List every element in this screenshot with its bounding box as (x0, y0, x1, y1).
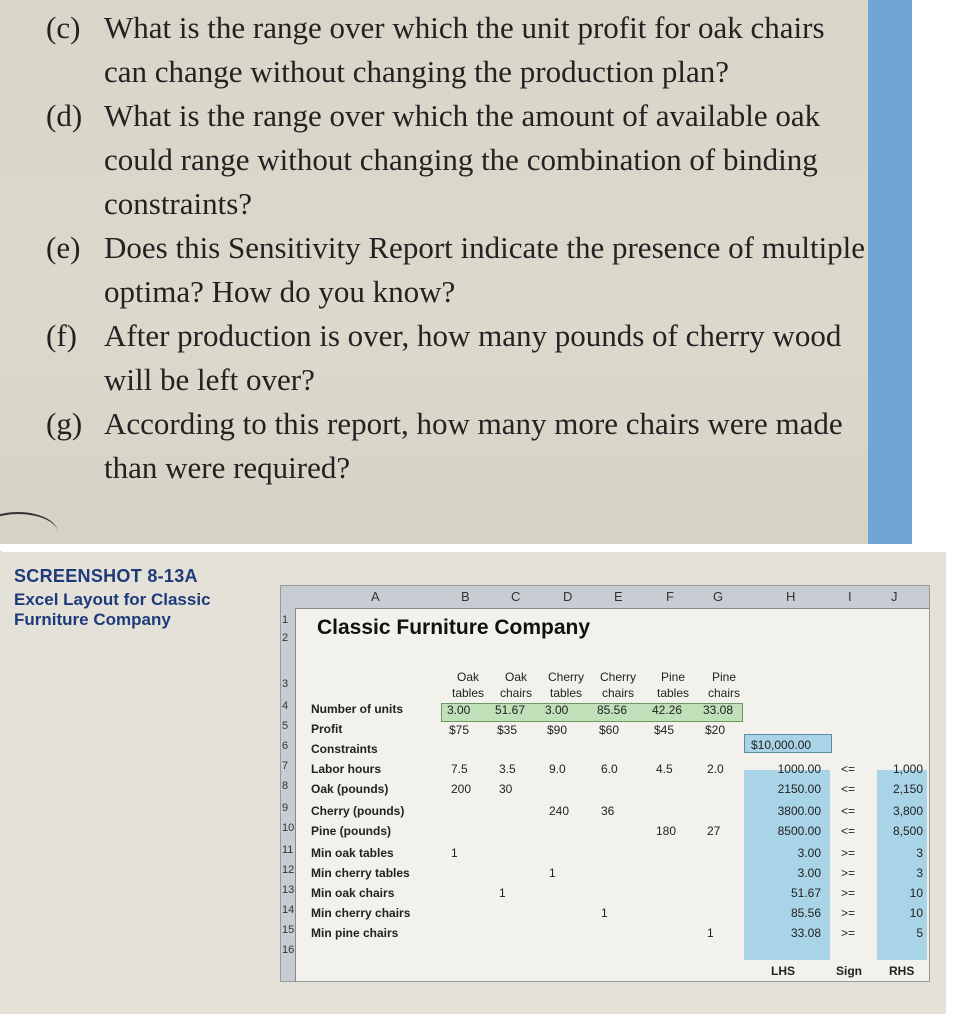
row-header-12[interactable]: 12 (282, 864, 295, 876)
row-header-5[interactable]: 5 (282, 720, 289, 732)
constraint-sign: >= (841, 866, 856, 880)
units-value: 51.67 (495, 703, 526, 717)
row-header-2[interactable]: 2 (282, 632, 289, 644)
constraint-lhs: 85.56 (790, 906, 821, 920)
constraint-coefficient: 240 (549, 804, 570, 818)
sheet-title: Classic Furniture Company (317, 616, 591, 639)
constraint-name: Min oak chairs (311, 886, 395, 900)
constraint-coefficient: 1 (601, 906, 608, 920)
row-header-16[interactable]: 16 (282, 944, 295, 956)
constraint-sign: >= (841, 886, 856, 900)
constraint-sign: <= (841, 824, 856, 838)
decision-variables-range (441, 703, 743, 722)
question-f: (f) After production is over, how many pounds of cherry wood will be left over? (46, 318, 842, 397)
column-header-j[interactable]: J (891, 589, 898, 604)
row-header-4[interactable]: 4 (282, 700, 289, 712)
constraint-coefficient: 1 (549, 866, 556, 880)
units-value: 85.56 (597, 703, 628, 717)
constraint-lhs: 3800.00 (777, 804, 821, 818)
row-header-14[interactable]: 14 (282, 904, 295, 916)
constraint-name: Cherry (pounds) (311, 804, 405, 818)
constraint-lhs: 2150.00 (777, 782, 821, 796)
constraint-name: Min pine chairs (311, 926, 399, 940)
row-label-number-of-units: Number of units (311, 702, 403, 716)
constraint-name: Oak (pounds) (311, 782, 389, 796)
question-e: (e) Does this Sensitivity Report indicate the presence of multiple optima? How do you know? (46, 230, 866, 309)
profit-value: $45 (654, 723, 675, 737)
figure-caption-line2: Furniture Company (14, 610, 171, 629)
column-header-a[interactable]: A (371, 589, 380, 604)
column-header-e[interactable]: E (614, 589, 623, 604)
constraint-coefficient: 36 (601, 804, 615, 818)
profit-value: $20 (705, 723, 726, 737)
constraint-rhs: 10 (909, 886, 923, 900)
question-d: (d) What is the range over which the amount of available oak could range without changing the combination of binding constraints? (46, 98, 821, 221)
question-c: (c) What is the range over which the unit profit for oak chairs can change without changing the production plan? (46, 10, 825, 89)
row-header-9[interactable]: 9 (282, 802, 289, 814)
constraint-name: Pine (pounds) (311, 824, 391, 838)
units-value: 3.00 (545, 703, 569, 717)
row-label-profit: Profit (311, 722, 343, 736)
question-list (46, 0, 866, 490)
constraint-rhs: 8,500 (892, 824, 923, 838)
row-header-3[interactable]: 3 (282, 678, 289, 690)
figure-caption (14, 566, 211, 630)
constraint-coefficient: 4.5 (656, 762, 673, 776)
profit-value: $60 (599, 723, 620, 737)
constraint-rhs: 1,000 (892, 762, 923, 776)
constraint-sign: <= (841, 804, 856, 818)
question-g: (g) According to this report, how many more chairs were made than were required? (46, 406, 843, 485)
units-value: 3.00 (447, 703, 471, 717)
product-header: Oak tables (451, 670, 485, 700)
constraint-coefficient: 27 (707, 824, 721, 838)
column-header-g[interactable]: G (713, 589, 724, 604)
units-value: 33.08 (703, 703, 734, 717)
row-header-7[interactable]: 7 (282, 760, 289, 772)
column-header-d[interactable]: D (563, 589, 573, 604)
constraint-sign: >= (841, 846, 856, 860)
row-header-1[interactable]: 1 (282, 614, 289, 626)
footer-lhs-label: LHS (771, 964, 795, 978)
footer-rhs-label: RHS (889, 964, 915, 978)
column-header-h[interactable]: H (786, 589, 796, 604)
column-header-f[interactable]: F (666, 589, 674, 604)
product-header: Cherry tables (547, 670, 584, 700)
constraint-name: Min cherry tables (311, 866, 410, 880)
product-header: Oak chairs (499, 670, 532, 700)
constraint-lhs: 3.00 (797, 866, 821, 880)
profit-value: $75 (449, 723, 470, 737)
profit-value: $90 (547, 723, 568, 737)
page-edge-strip (868, 0, 912, 544)
constraint-coefficient: 1 (499, 886, 506, 900)
constraint-rhs: 5 (916, 926, 923, 940)
constraint-rhs: 3,800 (892, 804, 923, 818)
constraint-lhs: 3.00 (797, 846, 821, 860)
constraint-name: Min cherry chairs (311, 906, 411, 920)
constraint-coefficient: 1 (451, 846, 458, 860)
constraint-lhs: 1000.00 (777, 762, 821, 776)
column-header-bar (281, 586, 929, 609)
product-header: Pine tables (656, 670, 690, 700)
column-header-b[interactable]: B (461, 589, 470, 604)
constraint-name: Labor hours (311, 762, 382, 776)
constraint-coefficient: 9.0 (549, 762, 566, 776)
row-header-13[interactable]: 13 (282, 884, 295, 896)
footer-sign-label: Sign (836, 964, 862, 978)
units-value: 42.26 (652, 703, 683, 717)
constraint-rhs: 3 (916, 866, 923, 880)
total-profit-value: $10,000.00 (751, 738, 812, 752)
constraint-coefficient: 2.0 (707, 762, 724, 776)
figure-number: SCREENSHOT 8-13A (14, 566, 198, 586)
constraint-lhs: 8500.00 (777, 824, 821, 838)
row-header-10[interactable]: 10 (282, 822, 295, 834)
constraint-coefficient: 1 (707, 926, 714, 940)
constraint-coefficient: 6.0 (601, 762, 618, 776)
constraint-name: Min oak tables (311, 846, 394, 860)
constraint-sign: >= (841, 926, 856, 940)
spreadsheet (280, 585, 930, 982)
constraint-sign: >= (841, 906, 856, 920)
constraint-sign: <= (841, 762, 856, 776)
constraint-rhs: 2,150 (892, 782, 923, 796)
constraint-lhs: 51.67 (790, 886, 821, 900)
product-header: Cherry chairs (599, 670, 636, 700)
column-header-i[interactable]: I (848, 589, 852, 604)
row-header-bar (281, 608, 296, 981)
constraint-lhs: 33.08 (790, 926, 821, 940)
column-header-c[interactable]: C (511, 589, 521, 604)
constraint-sign: <= (841, 782, 856, 796)
constraint-rhs: 3 (916, 846, 923, 860)
profit-value: $35 (497, 723, 518, 737)
constraint-coefficient: 7.5 (451, 762, 468, 776)
constraint-coefficient: 3.5 (499, 762, 516, 776)
row-header-11[interactable]: 11 (282, 844, 294, 856)
figure-caption-line1: Excel Layout for Classic (14, 590, 211, 609)
row-header-6[interactable]: 6 (282, 740, 289, 752)
constraint-coefficient: 200 (451, 782, 472, 796)
constraint-rhs: 10 (909, 906, 923, 920)
row-label-constraints: Constraints (311, 742, 378, 756)
product-header: Pine chairs (707, 670, 740, 700)
constraint-coefficient: 180 (656, 824, 677, 838)
row-header-8[interactable]: 8 (282, 780, 289, 792)
constraint-coefficient: 30 (499, 782, 513, 796)
row-header-15[interactable]: 15 (282, 924, 295, 936)
